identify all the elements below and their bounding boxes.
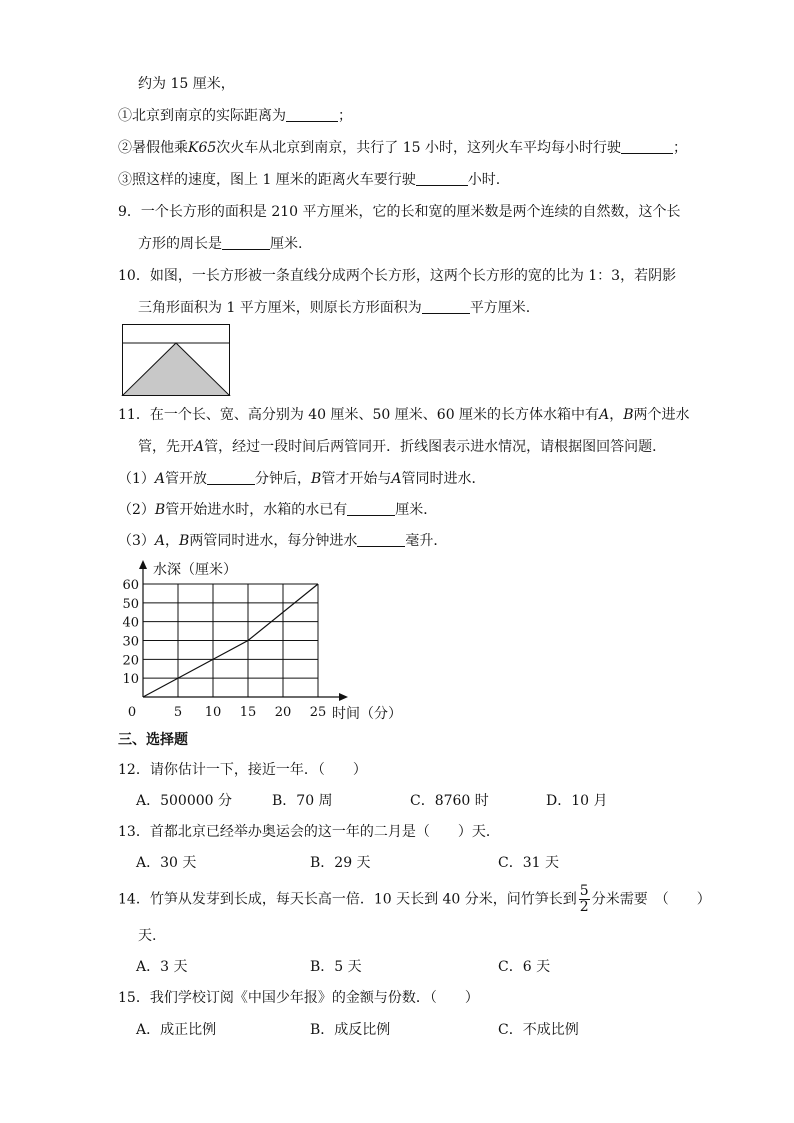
answer-blank[interactable] [286,107,338,122]
q13-option-c[interactable]: C．31 天 [498,855,559,871]
chart-axes [139,560,348,701]
y-axis-arrow [139,560,147,569]
q14-option-c[interactable]: C．6 天 [498,959,551,975]
y-tick-label: 10 [122,672,139,688]
y-tick-label: 40 [122,615,139,631]
y-tick-label: 20 [122,653,139,669]
chart-grid [143,584,318,697]
x-tick-label: 0 [127,705,137,720]
q11-sub2: （2）B管开始进水时，水箱的水已有 厘米． [118,502,438,518]
y-tick-label: 60 [122,578,139,593]
q11-sub1: （1）A管开放 分钟后，B管才开始与A管同时进水． [118,471,486,487]
q14-option-a[interactable]: A．3 天 [136,959,188,975]
x-tick-label: 15 [239,705,257,720]
q8-part3: ③照这样的速度，图上 1 厘米的距离火车要行驶 小时. [118,172,501,188]
q15-option-b[interactable]: B．成反比例 [310,1022,391,1038]
q14-option-b[interactable]: B．5 天 [310,959,362,975]
q11-sub3: （3）A，B两管同时进水，每分钟进水 毫升． [118,533,448,549]
q15-option-a[interactable]: A．成正比例 [136,1022,217,1038]
fraction-five-halves: $\frac{5}{2}$ [579,883,589,915]
y-tick-label: 50 [122,596,139,612]
q8-scale-line: 约为 15 厘米， [138,76,235,92]
q10-text-cont: 三角形面积为 1 平方厘米，则原长方形面积为 平方厘米. [138,300,531,316]
shaded-triangle [123,343,230,396]
answer-blank[interactable] [347,501,395,516]
y-tick-label: 30 [122,634,139,650]
q14-text-cont: 天. [138,928,157,944]
answer-blank[interactable] [422,299,470,314]
q12-option-c[interactable]: C．8760 时 [410,793,489,809]
q8-part2: ②暑假他乘K65次火车从北京到南京，共行了 15 小时，这列火车平均每小时行驶 ； [118,140,687,156]
q11-text-cont: 管，先开A管，经过一段时间后两管同开．折线图表示进水情况，请根据图回答问题． [138,439,667,455]
x-tick-label: 25 [309,705,327,720]
q13-text: 13．首都北京已经举办奥运会的这一年的二月是（ ）天． [118,824,500,840]
answer-blank[interactable] [222,235,270,250]
x-tick-label: 10 [204,705,222,720]
x-tick-label: 5 [173,705,183,720]
water-depth-line-chart [112,560,422,725]
q9-text: 9．一个长方形的面积是 210 平方厘米，它的长和宽的厘米数是两个连续的自然数，这个长 [118,204,681,220]
q14-text: 14．竹笋从发芽到长成，每天长高一倍．10 天长到 40 分米，问竹笋长到 $\frac{5}{2}$ 分米需要 （ ） [118,883,711,915]
q15-option-c[interactable]: C．不成比例 [498,1022,579,1038]
y-axis-label: 水深（厘米） [153,562,237,578]
q11-text: 11．在一个长、宽、高分别为 40 厘米、50 厘米、60 厘米的长方体水箱中有A，B两个进水 [118,407,690,423]
q12-option-b[interactable]: B．70 周 [272,793,333,809]
x-axis-label: 时间（分） [332,706,402,722]
answer-blank[interactable] [416,171,468,186]
q13-option-b[interactable]: B．29 天 [310,855,371,871]
q12-option-d[interactable]: D．10 月 [546,793,608,809]
rectangle-diagram [120,322,232,398]
q15-text: 15．我们学校订阅《中国少年报》的金额与份数．（ ） [118,990,479,1006]
q9-text-cont: 方形的周长是 厘米. [138,236,303,252]
answer-blank[interactable] [621,139,673,154]
chart-labels [122,561,402,722]
q13-option-a[interactable]: A．30 天 [136,855,197,871]
q12-text: 12．请你估计一下，接近一年．（ ） [118,762,367,778]
answer-blank[interactable] [207,470,255,485]
x-axis-arrow [339,693,348,701]
q12-option-a[interactable]: A．500000 分 [136,793,233,809]
section-title-choice: 三、选择题 [118,732,188,748]
x-tick-label: 20 [274,705,292,720]
q10-text: 10．如图，一长方形被一条直线分成两个长方形，这两个长方形的宽的比为 1：3，若阴影 [118,268,677,284]
q8-part1: ①北京到南京的实际距离为 ； [118,108,352,124]
answer-blank[interactable] [357,532,405,547]
